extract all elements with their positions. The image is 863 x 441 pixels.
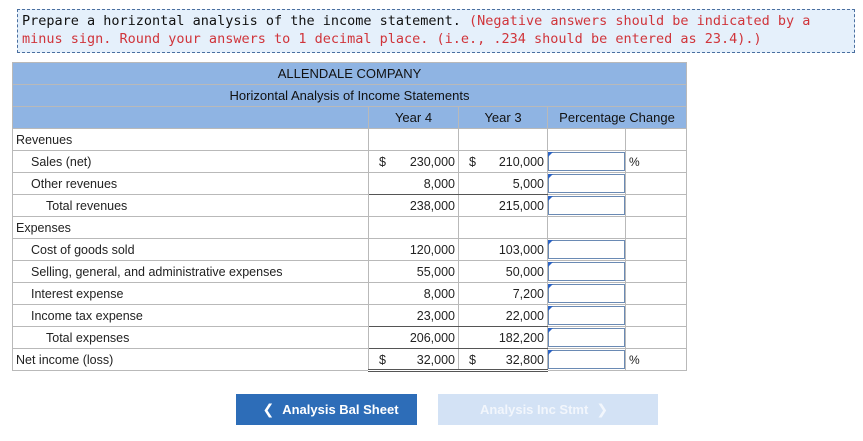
pct-input-cost-of-goods-sold[interactable] [548,240,625,259]
year3-amount: 50,000 [505,265,544,279]
pct-input-sga[interactable] [548,262,625,281]
table-row [13,239,687,261]
row-label: Sales (net) [13,151,369,173]
header-columns-row [13,107,687,129]
year4-value [369,305,459,327]
year3-amount: 22,000 [505,309,544,323]
chevron-left-icon: ❮ [262,401,275,417]
year4-amount: 8,000 [423,177,455,191]
row-label: Selling, general, and administrative expenses [13,261,369,283]
year4-amount: 230,000 [409,155,455,169]
pct-input-cell [548,195,626,217]
empty-cell [626,195,687,217]
year3-value [459,239,548,261]
table-row [13,129,687,151]
revenues-heading: Revenues [13,129,369,151]
table-row [13,195,687,217]
year4-amount: 8,000 [423,287,455,301]
analysis-bal-sheet-button[interactable] [236,394,417,425]
empty-cell [369,129,459,151]
pct-input-cell [548,173,626,195]
row-label: Income tax expense [13,305,369,327]
year3-value [459,195,548,217]
empty-cell [548,217,626,239]
table-row [13,173,687,195]
year3-value [459,283,548,305]
year3-amount: 32,800 [505,353,544,367]
year4-value [369,173,459,195]
year4-value [369,151,459,173]
pct-input-cell [548,239,626,261]
row-label: Other revenues [13,173,369,195]
dollar-sign: $ [469,155,476,169]
year3-value [459,173,548,195]
percent-sign: % [629,155,640,169]
pct-input-cell [548,283,626,305]
table-row [13,151,687,173]
year4-value [369,195,459,217]
pct-input-total-expenses[interactable] [548,328,625,347]
table-row [13,283,687,305]
pct-input-other-revenues[interactable] [548,174,625,193]
year4-value [369,283,459,305]
instruction-text: Prepare a horizontal analysis of the income statement. [22,13,461,29]
year4-amount: 206,000 [409,331,455,345]
empty-cell [369,217,459,239]
horizontal-analysis-table [12,62,687,372]
empty-cell [626,239,687,261]
pct-input-income-tax[interactable] [548,306,625,325]
header-title-row [13,85,687,107]
pct-sign-cell [626,349,687,371]
empty-cell [626,173,687,195]
dollar-sign: $ [379,155,386,169]
table-row [13,349,687,371]
year4-amount: 120,000 [409,243,455,257]
row-label: Cost of goods sold [13,239,369,261]
year3-value [459,261,548,283]
year4-amount: 55,000 [416,265,455,279]
year3-value [459,305,548,327]
chevron-right-icon: ❯ [596,401,609,417]
year4-value [369,349,459,371]
company-name: ALLENDALE COMPANY [13,63,687,85]
empty-cell [626,305,687,327]
year3-amount: 215,000 [498,199,544,213]
year3-amount: 103,000 [498,243,544,257]
row-label: Total expenses [13,327,369,349]
year3-value [459,349,548,371]
table-row [13,327,687,349]
pct-input-cell [548,349,626,371]
pct-sign-cell [626,151,687,173]
year4-amount: 32,000 [416,353,455,367]
col-header-percentage-change: Percentage Change [548,107,687,129]
instructions-box [17,9,855,53]
table-row [13,261,687,283]
empty-cell [459,129,548,151]
empty-cell [626,261,687,283]
year4-amount: 238,000 [409,199,455,213]
pct-input-net-income[interactable] [548,350,625,369]
header-blank [13,107,369,129]
pct-input-sales[interactable] [548,152,625,171]
year4-value [369,327,459,349]
pct-input-cell [548,327,626,349]
row-label: Total revenues [13,195,369,217]
empty-cell [626,283,687,305]
year4-amount: 23,000 [416,309,455,323]
pct-input-interest-expense[interactable] [548,284,625,303]
pct-input-cell [548,261,626,283]
statement-title: Horizontal Analysis of Income Statements [13,85,687,107]
col-header-year4: Year 4 [369,107,459,129]
next-button-label: Analysis Inc Stmt [479,402,589,417]
row-label: Interest expense [13,283,369,305]
year3-value [459,151,548,173]
dollar-sign: $ [469,353,476,367]
header-company-row [13,63,687,85]
year3-value [459,327,548,349]
year3-amount: 210,000 [498,155,544,169]
table-row [13,305,687,327]
prev-button-label: Analysis Bal Sheet [282,402,399,417]
empty-cell [626,217,687,239]
empty-cell [459,217,548,239]
pct-input-cell [548,151,626,173]
instruction-note: (Negative answers should be indicated by a minus sign. Round your answers to 1 decimal place. (i.e., .234 should be entered as 23.4).) [22,13,811,47]
year4-value [369,261,459,283]
row-label: Net income (loss) [13,349,369,371]
year3-amount: 182,200 [498,331,544,345]
percent-sign: % [629,353,640,367]
expenses-heading: Expenses [13,217,369,239]
table-row [13,217,687,239]
year3-amount: 7,200 [512,287,544,301]
year4-value [369,239,459,261]
dollar-sign: $ [379,353,386,367]
analysis-inc-stmt-button[interactable] [438,394,658,425]
empty-cell [626,129,687,151]
col-header-year3: Year 3 [459,107,548,129]
empty-cell [626,327,687,349]
year3-amount: 5,000 [512,177,544,191]
pct-input-cell [548,305,626,327]
empty-cell [548,129,626,151]
pct-input-total-revenues[interactable] [548,196,625,215]
